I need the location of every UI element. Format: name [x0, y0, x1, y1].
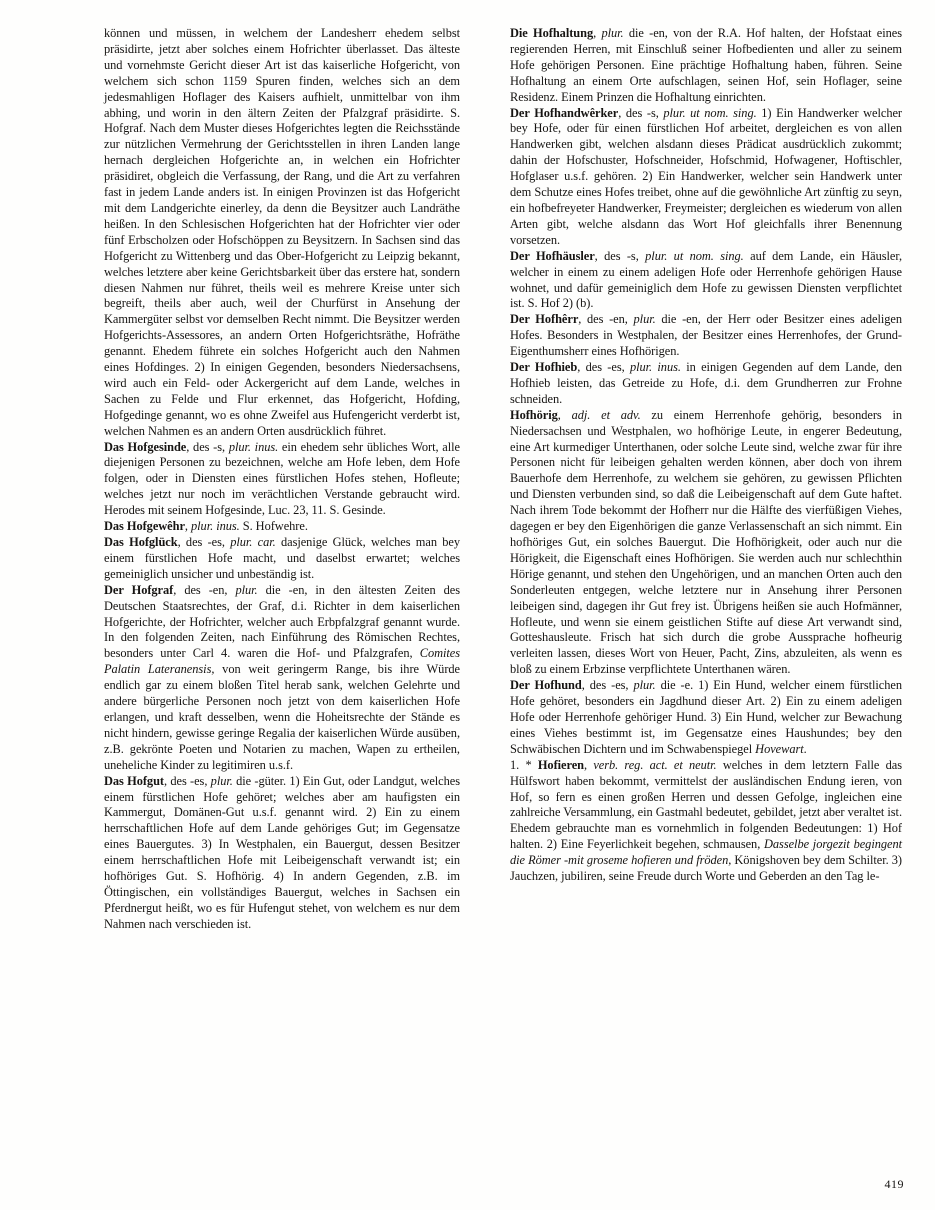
headword: Die Hofhaltung [510, 26, 594, 40]
text-segment: , des -s, [186, 439, 229, 454]
dictionary-entry [510, 360, 902, 408]
dictionary-entry [510, 408, 902, 678]
headword: Das Hofgewêhr [104, 519, 185, 534]
text-segment: ein ehedem sehr übliches Wort, alle diejenigen Personen zu bezeichnen, welche am Hofe leben, dem Hofe folgen, oder in Diensten eines fürstlichen Hofes stehen, Hofleute; welches jetzt nur noch im verächtlichen Verstande gebraucht wird. Herodes mit seinem Hofgesinde, Luc. 23, 11. S. Gesinde. [104, 439, 460, 518]
dictionary-entry [510, 758, 902, 885]
dictionary-entry [510, 678, 902, 758]
dictionary-entry [104, 535, 460, 583]
italic-segment: plur. [633, 678, 656, 693]
dictionary-entry [104, 583, 460, 774]
text-segment: S. Hofwehre. [239, 519, 308, 534]
headword: Der Hofhêrr [510, 312, 579, 327]
italic-segment: Dasselbe jorgezit begingent die Römer -mit groseme hofieren und fröden, [510, 837, 902, 868]
dictionary-entry [104, 774, 460, 933]
text-segment: auf dem Lande, ein Häusler, welcher in einem zu einem adeligen Hofe oder Herrenhofe gehörigen Hause wohnet, und dafür gemeiniglich dem Hofe zu gewissen Diensten verpflichtet ist. S. Hof 2) (b). [510, 248, 902, 311]
italic-segment: plur. inus. [629, 360, 681, 375]
headword: Hofhörig [510, 407, 558, 422]
headword: Der Hofhund [510, 678, 582, 693]
text-segment: Königshoven bey dem Schilter. 3) Jauchzen, jubiliren, seine Freude durch Worte und Geberden an den Tag le- [510, 853, 902, 884]
italic-segment: Hovewart [755, 741, 804, 756]
dictionary-entry [510, 312, 902, 360]
headword: Das Hofgesinde [104, 439, 187, 454]
italic-segment: adj. et adv. [571, 407, 641, 422]
text-segment: von weit geringerm Range, bis ihre Würde endlich gar zu einem bloßen Titel herab sank, welchen Gelehrte und andere bürgerliche Personen noch jetzt von dem kaiserlichen Hofe erlangen, und kraft desselben, wenn die Hoheitsrechte der Stände es nicht hindern, gewisse geringe Regalia der kaiserlichen Würde ausüben, z.B. gekrönte Poeten und Notarien zu machen, Wapen zu ertheilen, uneheliche Kinder zu legitimiren u.s.f. [104, 662, 460, 772]
text-segment: können und müssen, in welchem der Landesherr ehedem selbst präsidirte, jetzt aber solches einem Hofrichter überlasset. Das älteste und vornehmste Gericht dieser Art ist das kaiserliche Hofgericht, von welchem sich schon 1159 Spuren finden, welches sich an dem jedesmahligen Hoflager des Kaisers aufhielt, unmittelbar von ihm abhing, und worin in den ältern Zeiten der Pfalzgraf präsidirte. S. Hofgraf. Nach dem Muster dieses Hofgerichtes legten die Reichsstände zur nützlichen Vermehrung der Gerichtsstellen in ihren Landen lange hernach dergleichen Hofgerichte an, in welchen ein Hofrichter präsidiret, obgleich die Verfassung, der Rang, und die Art zu verfahren fast in jedem Lande anders ist. In einigen Provinzen ist das Hofgericht mit dem Landgerichte einerley, da denn die Beysitzer auch Landräthe heißen. In den Schlesischen Hofgerichten hat der Hofrichter vier oder fünf Erbscholzen oder Hofschöppen zu Beysitzern. In Sachsen sind das Hofgericht zu Wittenberg und das Ober-Hofgericht zu Leipzig bekannt, welches letztere aber keine Gerichtsbarkeit über das erstere hat, sondern diesen Nahmen nur führet, theils weil es mehrere Kreise unter sich begreift, theils aber auch, weil der Churfürst in Ansehung der Kammergüter selbst vor demselben Recht nimmt. Die Beysitzer werden Hofgerichts-Assessores, an andern Orten Hofgerichtsräthe, Hofräthe genannt. Ehedem führete ein solches Hofgericht auch den Nahmen eines Hofdinges. 2) In einigen Gegenden, besonders Niedersachsens, wird auch ein Feld- oder Ackergericht auf dem Lande, welches in Sachen zu Felde und Flur erkennet, das Hofgericht, Hofding, Hofgedinge genannt, wo es ohne Zweifel aus Hufengericht verderbt ist, welchen Nahmen es an andern Orten ausdrücklich führet. [104, 26, 460, 438]
text-segment: die -e. 1) Ein Hund, welcher einem fürstlichen Hofe gehöret, besonders ein Jagdhund dieser Art. 2) Ein zu einem adeligen Hofe oder Herrenhofe gehöriger Hund. 3) Ein Hund, welcher zur Bewachung eines Viehes bestimmt ist, im Gegensatze eines Haushundes; bey den Schwäbischen Dichtern und im Schwabenspiegel [510, 678, 902, 756]
text-segment: , [557, 407, 572, 422]
text-segment: , des -en, [173, 582, 236, 597]
text-segment: dasjenige Glück, welches man bey einem fürstlichen Hofe macht, und daselbst erwartet; welches gemeiniglich unsicher und unbeständig ist. [104, 535, 461, 581]
italic-segment: verb. reg. act. et neutr. [593, 757, 717, 772]
headword: Der Hofhäusler [510, 248, 595, 263]
text-segment: in einigen Gegenden auf dem Lande, den Hofhieb leisten, das Getreide zu Hofe, d.i. dem Grundherren zur Frohne schneiden. [510, 360, 902, 406]
text-segment: , des -en, [578, 312, 634, 327]
headword: Hofieren [537, 757, 585, 772]
headword: Das Hofgut [104, 773, 164, 788]
left-column [104, 26, 460, 933]
text-segment: die -en, von der R.A. Hof halten, der Hofstaat eines regierenden Herren, mit Einschluß seiner Hofbedienten und aller zu seinem Hofe gehörigen Personen. Eine prächtige Hofhaltung haben, führen. Seine Hofhaltung an einem Orte aufschlagen, seinen Hof, sein Hoflager, seine Residenz. Einem Prinzen die Hofhaltung einrichten. [510, 26, 902, 104]
dictionary-entry [104, 440, 460, 520]
text-segment: zu einem Herrenhofe gehörig, besonders in Niedersachsen und Westphalen, wo hofhörige Leute, in engerer Bedeutung, eine Art kurmediger Unterthanen, oder solche Leute sind, welche zwar für ihre Personen nicht für leibeigen gehalten werden können, aber doch von ihrem Bauerhofe dem Herrenhofe, zu welchem sie gehören, zu gewissen Pflichten und Diensten verbunden sind, so daß die Leibeigenschaft auf dem Gute haftet. Nach ihrem Tode bekommt der Hofherr nur die Hälfte des vierfüßigen Viehes, dagegen er bey den Eigenhörigen die ganze Verlassenschaft an sich nimmt. Ein hofhöriges Gut, ein solches Bauergut. Die Hofhörigkeit, oder auch nur die Hörigkeit, die Eigenschaft eines Hofhörigen. Sie werden auch nur schlechthin Hörige genannt, und stehen den Ungehörigen, und an manchen Orten auch den Sonderleuten entgegen, welche letztere nur in Ansehung ihrer Personen leibeigen sind, dagegen ihr Gut frey ist. Übrigens heißen sie auch Hofmänner, Hofleute, und wenn sie einem geistlichen Stifte auf diese Art verwandt sind, Gotteshausleute. Frisch hat sich durch die grobe Aussprache hofheurig verleiten lassen, dieses Wort von Heuer, Pacht, Zins, abzuleiten, als wenn es bloß zu einem Erbzinse verpflichtete Unterthanen wären. [510, 407, 902, 677]
text-segment: , des -es, [577, 360, 630, 375]
italic-segment: plur. [235, 582, 258, 597]
headword: Der Hofhieb [510, 360, 578, 375]
text-segment: 1. * [510, 757, 538, 772]
text-segment: , des -s, [594, 248, 646, 263]
headword: Das Hofglück [104, 535, 178, 549]
italic-segment: plur. ut nom. sing. [645, 248, 744, 263]
text-segment: , des -es, [581, 678, 634, 693]
headword: Der Hofhandwêrker [510, 105, 619, 120]
dictionary-entry [510, 106, 902, 249]
right-column [510, 26, 902, 933]
dictionary-entry [104, 519, 460, 535]
text-segment: welches in dem letztern Falle das Hülfswort haben bekommt, vermittelst der ausländischen Endung ieren, von Hof, so fern es einen großen Herren und dessen Gefolge, ingleichen eine zahlreiche Versammlung, ein Gastmahl bedeutet, gebildet, jetzt aber veraltet ist. Ehedem gebrauchte man es vornehmlich in folgenden Bedeutungen: 1) Hof halten. 2) Eine Feyerlichkeit begehen, schmausen, [510, 757, 902, 852]
text-segment: , [184, 519, 192, 534]
text-segment: , [584, 757, 594, 772]
dictionary-entry [510, 249, 902, 313]
text-segment: die -güter. 1) Ein Gut, oder Landgut, welches einem fürstlichen Hofe gehöret; welches aber am haufigsten ein Kammergut, Domänen-Gut u.s.f. genannt wird. 2) Ein zu einem herrschaftlichen Hofe auf dem Lande gehöriges Gut; im Gegensatze eines Bauergutes. 3) In Westphalen, ein Bauergut, dessen Besitzer einem herrschaftlichen Hofe mit Leibeigenschaft verwandt ist; ein hofhöriges Gut. S. Hofhörig. 4) In andern Gegenden, z.B. im Öttingischen, ein vollständiges Bauergut, welches in Sachsen ein Pferdnergut heißt, wo es für Hufengut stehet, von welchem es nur dem Nahmen nach verschieden ist. [104, 773, 460, 931]
italic-segment: plur. [601, 26, 624, 40]
text-segment: die -en, in den ältesten Zeiten des Deutschen Staatsrechtes, der Graf, d.i. Richter in dem kaiserlichen Hofgerichte, der Hofrichter, welcher auch Erbpfalzgraf genannt wurde. In den folgenden Zeiten, nach Einführung des Römischen Rechtes, besonders unter Carl 4. waren die Hof- und Pfalzgrafen, [104, 582, 460, 661]
italic-segment: plur. inus. [191, 519, 240, 534]
text-segment: , [593, 26, 602, 40]
text-segment: , des -es, [164, 773, 211, 788]
italic-segment: plur. ut nom. sing. [663, 105, 757, 120]
italic-segment: plur. car. [230, 535, 276, 549]
text-segment: , des -es, [177, 535, 231, 549]
text-columns [104, 26, 906, 933]
text-segment: . [803, 741, 807, 756]
italic-segment: plur. inus. [228, 439, 279, 454]
page-number: 419 [884, 1177, 904, 1191]
text-segment: 1) Ein Handwerker welcher bey Hofe, oder für einen fürstlichen Hof arbeitet, dergleichen es von allen Handwerken gibt, welchen alsdann dieses Prädicat ausdrücklich zukommt; dahin der Hofschuster, Hofschneider, Hofschmid, Hofwagener, Hoftischler, Hofglaser u.s.f. gehören. 2) Ein Handwerker, welcher sein Handwerk unter dem Schutze eines Hofes treibet, ohne auf die gewöhnliche Art zünftig zu seyn, ein hofbefreyeter Handwerker, Freymeister; dergleichen es wiederum von allen Arten gibt, welche alsdann das Wort Hof gleichfalls ihrer Benennung vorsetzen. [510, 105, 902, 247]
continuation-paragraph [104, 26, 460, 440]
text-segment: , des -s, [618, 105, 664, 120]
italic-segment: Comites Palatin Lateranensis, [104, 646, 460, 677]
italic-segment: plur. [633, 312, 656, 327]
text-segment: die -en, der Herr oder Besitzer eines adeligen Hofes. Besonders in Westphalen, der Besitzer eines Herrenhofes, der Grund-Eigenthumsherr eines Hofhörigen. [510, 312, 902, 359]
headword: Der Hofgraf [104, 582, 174, 597]
dictionary-entry [510, 26, 902, 106]
italic-segment: plur. [210, 773, 233, 788]
